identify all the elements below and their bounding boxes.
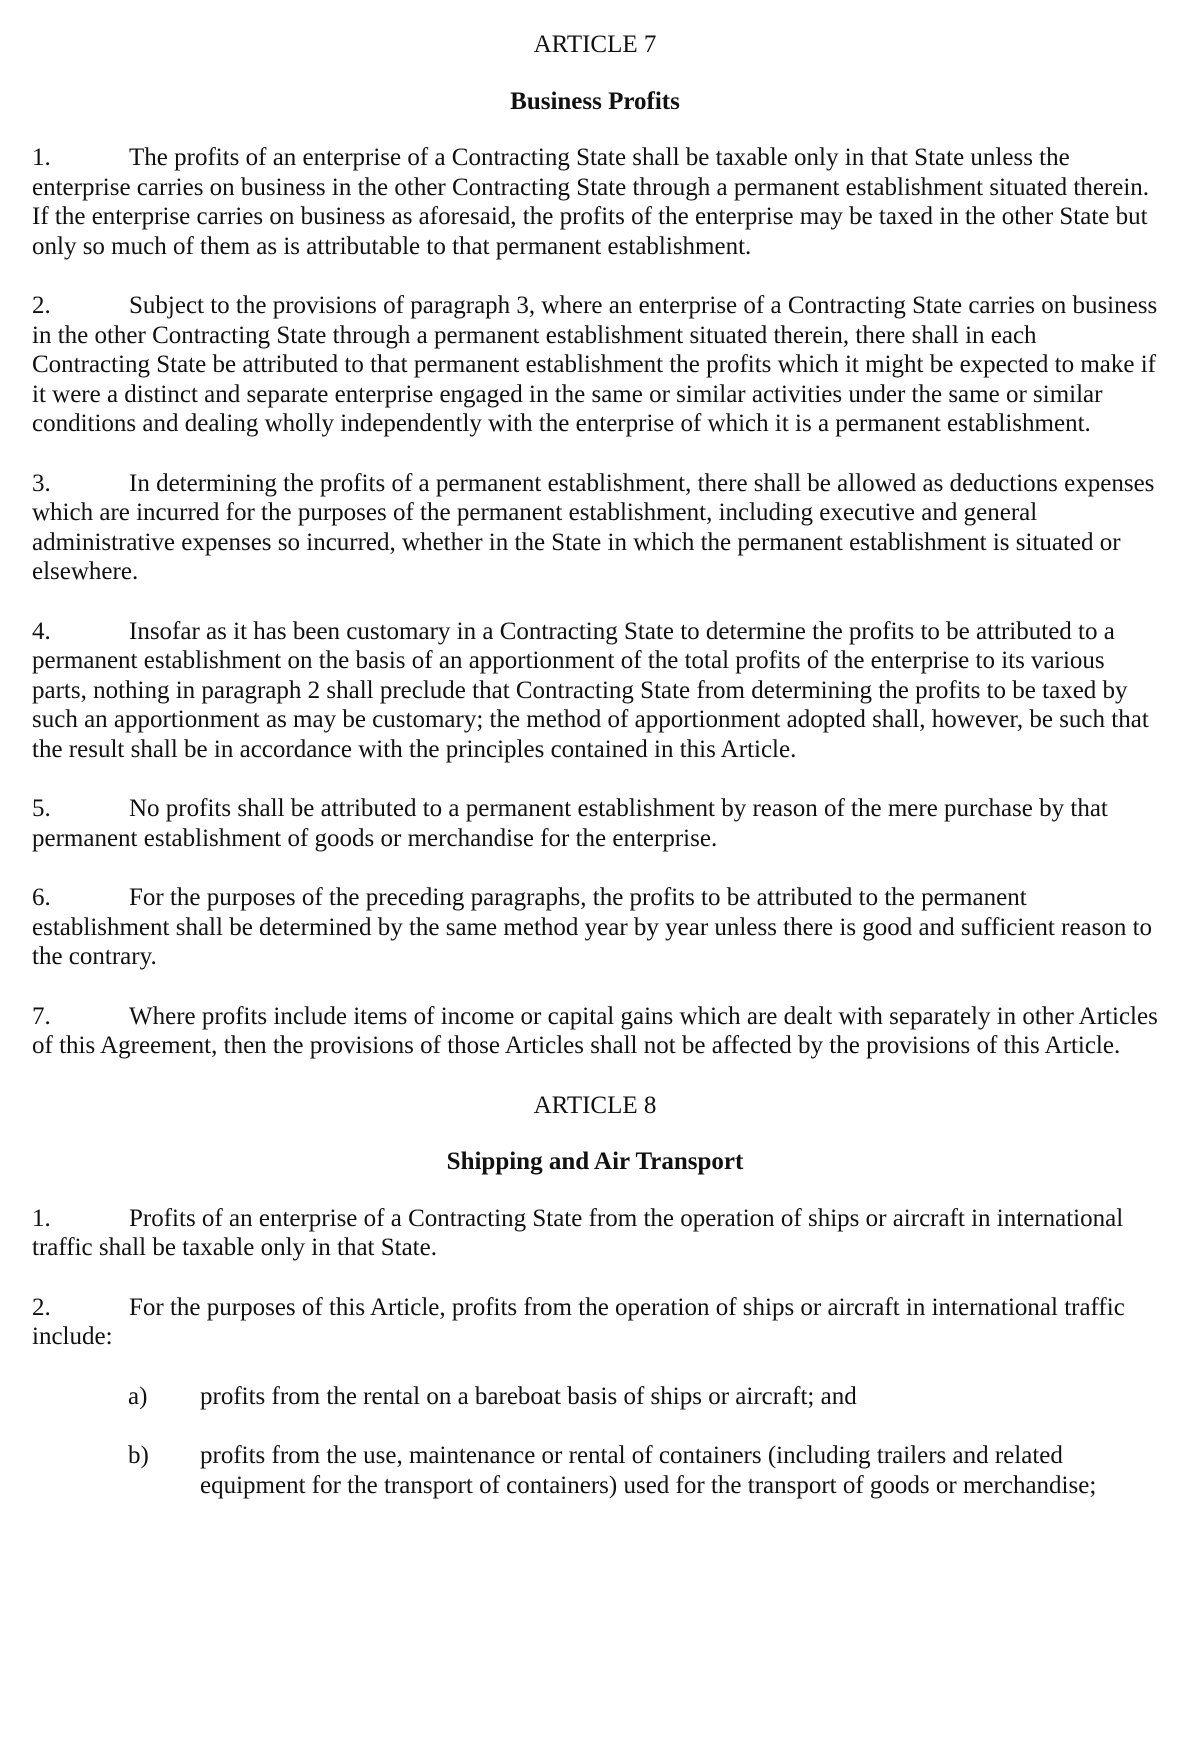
paragraph-text: Insofar as it has been customary in a Contracting State to determine the profits to be attributed to a permanent establishment on the basis of an apportionment of the total profits of the enterprise to its various parts, nothing in paragraph 2 shall preclude that Contracting State from determining the profits to be taxed by such an apportionment as may be customary; the method of apportionment adopted shall, however, be such that the result shall be in accordance with the principles contained in this Article. [32, 617, 1149, 763]
paragraph-number: 2. [32, 1293, 51, 1321]
paragraph-number: 4. [32, 617, 51, 645]
subitem-text: profits from the use, maintenance or rental of containers (including trailers and related equipment for the transport of containers) used for the transport of goods or merchandise; [200, 1442, 1097, 1499]
article-7-paragraph-2 [32, 291, 1158, 439]
article-8-title: Shipping and Air Transport [446, 1148, 744, 1175]
paragraph-number: 1. [32, 1204, 51, 1232]
article-8-paragraph-2 [32, 1293, 1158, 1352]
paragraph-text: For the purposes of this Article, profits from the operation of ships or aircraft in international traffic include: [32, 1293, 1125, 1350]
paragraph-number: 6. [32, 884, 51, 911]
article-8-subitem-a [32, 1382, 1158, 1412]
paragraph-number: 7. [32, 1002, 51, 1030]
paragraph-text: Subject to the provisions of paragraph 3, where an enterprise of a Contracting State carries on business in the other Contracting State through a permanent establishment situated therein, there shall in each Contracting State be attributed to that permanent establishment the profits which it might be expected to make if it were a distinct and separate enterprise engaged in the same or similar activities under the same or similar conditions and dealing wholly independently with the enterprise of which it is a permanent establishment. [32, 292, 1158, 437]
paragraph-number: 1. [32, 144, 51, 171]
subitem-label: a) [128, 1382, 148, 1410]
article-7-title: Business Profits [510, 87, 680, 115]
paragraph-text: Where profits include items of income or capital gains which are dealt with separately in other Articles of this Agreement, then the provisions of those Articles shall not be affected by the provisions of this Article. [32, 1002, 1158, 1059]
article-7-paragraph-7 [32, 1002, 1158, 1061]
paragraph-text: The profits of an enterprise of a Contracting State shall be taxable only in that State unless the enterprise carries on business in the other Contracting State through a permanent establishment situated therein. If the enterprise carries on business as aforesaid, the profits of the enterprise may be taxed in the other State but only so much of them as is attributable to that permanent establishment. [32, 144, 1150, 260]
paragraph-text: In determining the profits of a permanent establishment, there shall be allowed as deductions expenses which are incurred for the purposes of the permanent establishment, including executive and general administrative expenses so incurred, whether in the State in which the permanent establishment is situated or elsewhere. [32, 469, 1155, 585]
article-7-paragraph-1 [32, 143, 1158, 261]
article-8-paragraph-1 [32, 1204, 1158, 1263]
article-7-paragraph-4 [32, 617, 1158, 765]
paragraph-text: No profits shall be attributed to a permanent establishment by reason of the mere purchase by that permanent establishment of goods or merchandise for the enterprise. [32, 795, 1108, 852]
paragraph-text: For the purposes of the preceding paragraphs, the profits to be attributed to the permanent establishment shall be determined by the same method year by year unless there is good and sufficient reason to the contrary. [32, 884, 1153, 970]
subitem-label: b) [128, 1442, 149, 1469]
paragraph-number: 5. [32, 795, 51, 822]
subitem-text: profits from the rental on a bareboat basis of ships or aircraft; and [200, 1382, 857, 1410]
paragraph-number: 3. [32, 469, 51, 497]
article-7-heading: ARTICLE 7 [533, 31, 657, 58]
article-7-paragraph-5 [32, 794, 1158, 853]
article-7-paragraph-6 [32, 883, 1158, 972]
paragraph-number: 2. [32, 292, 51, 319]
paragraph-text: Profits of an enterprise of a Contracting State from the operation of ships or aircraft in international traffic shall be taxable only in that State. [32, 1204, 1124, 1261]
article-7-paragraph-3 [32, 469, 1158, 587]
document-page [32, 30, 1158, 1530]
article-8-heading: ARTICLE 8 [533, 1091, 657, 1119]
article-8-subitem-b [32, 1441, 1158, 1500]
